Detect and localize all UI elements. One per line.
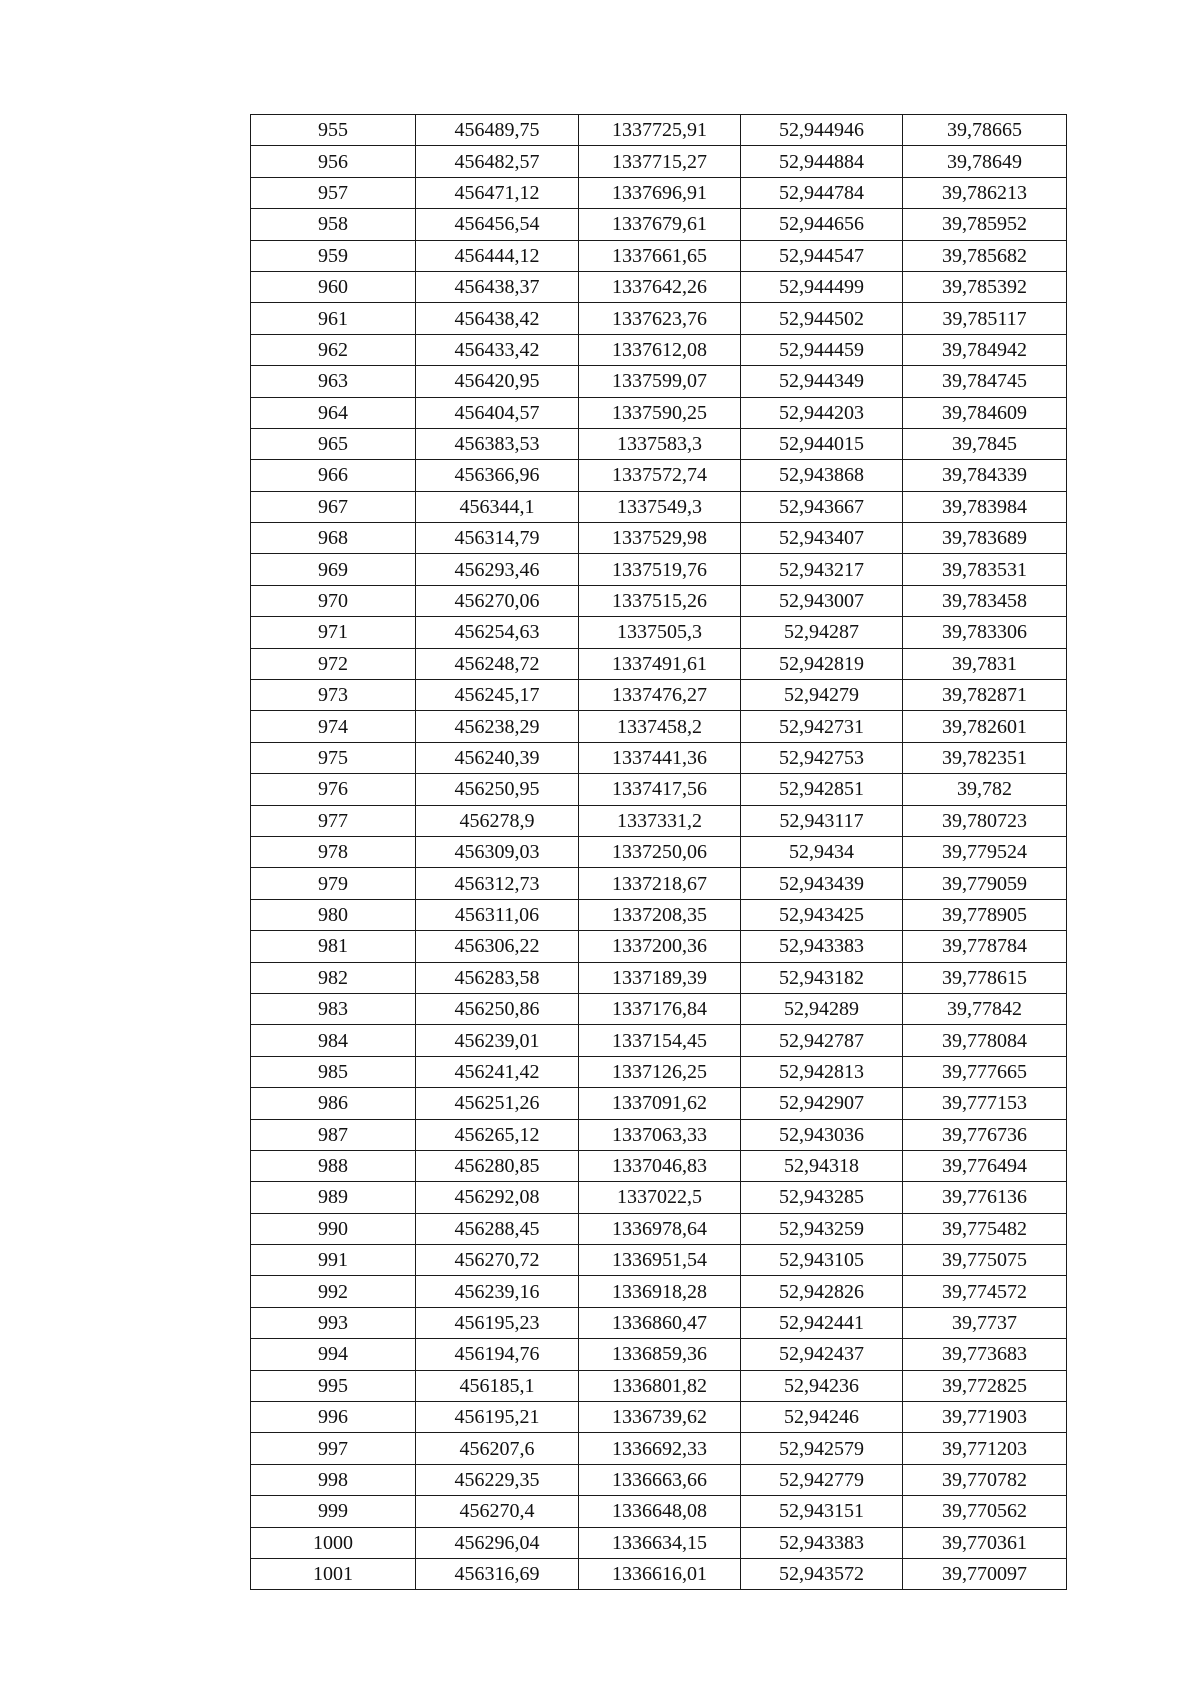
latitude-cell: 52,942819 bbox=[741, 648, 903, 679]
longitude-cell: 39,775075 bbox=[903, 1245, 1067, 1276]
longitude-cell: 39,770361 bbox=[903, 1527, 1067, 1558]
longitude-cell: 39,782871 bbox=[903, 680, 1067, 711]
table-row bbox=[251, 1182, 1067, 1213]
y-coordinate-cell: 1337529,98 bbox=[579, 523, 741, 554]
latitude-cell: 52,942441 bbox=[741, 1307, 903, 1338]
longitude-cell: 39,777153 bbox=[903, 1088, 1067, 1119]
longitude-cell: 39,783689 bbox=[903, 523, 1067, 554]
x-coordinate-cell: 456254,63 bbox=[416, 617, 579, 648]
y-coordinate-cell: 1337515,26 bbox=[579, 585, 741, 616]
latitude-cell: 52,94279 bbox=[741, 680, 903, 711]
point-number-cell: 991 bbox=[251, 1245, 416, 1276]
y-coordinate-cell: 1336663,66 bbox=[579, 1464, 741, 1495]
table-row bbox=[251, 1370, 1067, 1401]
longitude-cell: 39,7831 bbox=[903, 648, 1067, 679]
y-coordinate-cell: 1337696,91 bbox=[579, 177, 741, 208]
point-number-cell: 969 bbox=[251, 554, 416, 585]
y-coordinate-cell: 1337200,36 bbox=[579, 931, 741, 962]
longitude-cell: 39,772825 bbox=[903, 1370, 1067, 1401]
table-row bbox=[251, 366, 1067, 397]
table-row bbox=[251, 209, 1067, 240]
y-coordinate-cell: 1337250,06 bbox=[579, 836, 741, 867]
table-row bbox=[251, 177, 1067, 208]
y-coordinate-cell: 1337572,74 bbox=[579, 460, 741, 491]
table-row bbox=[251, 1402, 1067, 1433]
y-coordinate-cell: 1337176,84 bbox=[579, 993, 741, 1024]
table-row bbox=[251, 303, 1067, 334]
x-coordinate-cell: 456270,06 bbox=[416, 585, 579, 616]
point-number-cell: 1000 bbox=[251, 1527, 416, 1558]
table-row bbox=[251, 680, 1067, 711]
y-coordinate-cell: 1337590,25 bbox=[579, 397, 741, 428]
x-coordinate-cell: 456280,85 bbox=[416, 1150, 579, 1181]
latitude-cell: 52,943105 bbox=[741, 1245, 903, 1276]
y-coordinate-cell: 1336918,28 bbox=[579, 1276, 741, 1307]
point-number-cell: 984 bbox=[251, 1025, 416, 1056]
longitude-cell: 39,783458 bbox=[903, 585, 1067, 616]
point-number-cell: 967 bbox=[251, 491, 416, 522]
longitude-cell: 39,77842 bbox=[903, 993, 1067, 1024]
longitude-cell: 39,773683 bbox=[903, 1339, 1067, 1370]
x-coordinate-cell: 456194,76 bbox=[416, 1339, 579, 1370]
point-number-cell: 956 bbox=[251, 146, 416, 177]
x-coordinate-cell: 456444,12 bbox=[416, 240, 579, 271]
longitude-cell: 39,783984 bbox=[903, 491, 1067, 522]
latitude-cell: 52,944884 bbox=[741, 146, 903, 177]
latitude-cell: 52,943217 bbox=[741, 554, 903, 585]
x-coordinate-cell: 456207,6 bbox=[416, 1433, 579, 1464]
table-row bbox=[251, 711, 1067, 742]
point-number-cell: 986 bbox=[251, 1088, 416, 1119]
latitude-cell: 52,943182 bbox=[741, 962, 903, 993]
y-coordinate-cell: 1337063,33 bbox=[579, 1119, 741, 1150]
table-row bbox=[251, 1339, 1067, 1370]
table-row bbox=[251, 523, 1067, 554]
point-number-cell: 980 bbox=[251, 899, 416, 930]
point-number-cell: 997 bbox=[251, 1433, 416, 1464]
longitude-cell: 39,778084 bbox=[903, 1025, 1067, 1056]
y-coordinate-cell: 1337612,08 bbox=[579, 334, 741, 365]
y-coordinate-cell: 1337331,2 bbox=[579, 805, 741, 836]
table-row bbox=[251, 1245, 1067, 1276]
point-number-cell: 963 bbox=[251, 366, 416, 397]
longitude-cell: 39,778905 bbox=[903, 899, 1067, 930]
x-coordinate-cell: 456438,37 bbox=[416, 271, 579, 302]
point-number-cell: 994 bbox=[251, 1339, 416, 1370]
point-number-cell: 957 bbox=[251, 177, 416, 208]
x-coordinate-cell: 456404,57 bbox=[416, 397, 579, 428]
longitude-cell: 39,783306 bbox=[903, 617, 1067, 648]
latitude-cell: 52,943407 bbox=[741, 523, 903, 554]
point-number-cell: 990 bbox=[251, 1213, 416, 1244]
point-number-cell: 983 bbox=[251, 993, 416, 1024]
coordinates-table-body bbox=[251, 115, 1067, 1590]
x-coordinate-cell: 456456,54 bbox=[416, 209, 579, 240]
latitude-cell: 52,942787 bbox=[741, 1025, 903, 1056]
y-coordinate-cell: 1337417,56 bbox=[579, 774, 741, 805]
longitude-cell: 39,783531 bbox=[903, 554, 1067, 585]
latitude-cell: 52,942579 bbox=[741, 1433, 903, 1464]
table-row bbox=[251, 805, 1067, 836]
longitude-cell: 39,778784 bbox=[903, 931, 1067, 962]
latitude-cell: 52,94246 bbox=[741, 1402, 903, 1433]
longitude-cell: 39,771903 bbox=[903, 1402, 1067, 1433]
x-coordinate-cell: 456288,45 bbox=[416, 1213, 579, 1244]
latitude-cell: 52,942907 bbox=[741, 1088, 903, 1119]
x-coordinate-cell: 456292,08 bbox=[416, 1182, 579, 1213]
x-coordinate-cell: 456482,57 bbox=[416, 146, 579, 177]
x-coordinate-cell: 456245,17 bbox=[416, 680, 579, 711]
y-coordinate-cell: 1336692,33 bbox=[579, 1433, 741, 1464]
longitude-cell: 39,771203 bbox=[903, 1433, 1067, 1464]
x-coordinate-cell: 456229,35 bbox=[416, 1464, 579, 1495]
longitude-cell: 39,782 bbox=[903, 774, 1067, 805]
point-number-cell: 960 bbox=[251, 271, 416, 302]
y-coordinate-cell: 1337679,61 bbox=[579, 209, 741, 240]
table-row bbox=[251, 962, 1067, 993]
longitude-cell: 39,777665 bbox=[903, 1056, 1067, 1087]
y-coordinate-cell: 1337022,5 bbox=[579, 1182, 741, 1213]
y-coordinate-cell: 1336739,62 bbox=[579, 1402, 741, 1433]
x-coordinate-cell: 456383,53 bbox=[416, 428, 579, 459]
latitude-cell: 52,943667 bbox=[741, 491, 903, 522]
x-coordinate-cell: 456270,72 bbox=[416, 1245, 579, 1276]
longitude-cell: 39,78665 bbox=[903, 115, 1067, 146]
table-row bbox=[251, 146, 1067, 177]
y-coordinate-cell: 1337126,25 bbox=[579, 1056, 741, 1087]
table-row bbox=[251, 617, 1067, 648]
y-coordinate-cell: 1337599,07 bbox=[579, 366, 741, 397]
table-row bbox=[251, 1433, 1067, 1464]
x-coordinate-cell: 456185,1 bbox=[416, 1370, 579, 1401]
x-coordinate-cell: 456240,39 bbox=[416, 742, 579, 773]
longitude-cell: 39,770782 bbox=[903, 1464, 1067, 1495]
table-row bbox=[251, 334, 1067, 365]
longitude-cell: 39,7737 bbox=[903, 1307, 1067, 1338]
table-row bbox=[251, 1307, 1067, 1338]
point-number-cell: 979 bbox=[251, 868, 416, 899]
y-coordinate-cell: 1337218,67 bbox=[579, 868, 741, 899]
point-number-cell: 974 bbox=[251, 711, 416, 742]
y-coordinate-cell: 1337583,3 bbox=[579, 428, 741, 459]
y-coordinate-cell: 1336634,15 bbox=[579, 1527, 741, 1558]
x-coordinate-cell: 456433,42 bbox=[416, 334, 579, 365]
x-coordinate-cell: 456438,42 bbox=[416, 303, 579, 334]
longitude-cell: 39,785117 bbox=[903, 303, 1067, 334]
longitude-cell: 39,784339 bbox=[903, 460, 1067, 491]
table-row bbox=[251, 115, 1067, 146]
table-row bbox=[251, 1558, 1067, 1589]
point-number-cell: 976 bbox=[251, 774, 416, 805]
latitude-cell: 52,944502 bbox=[741, 303, 903, 334]
latitude-cell: 52,943383 bbox=[741, 1527, 903, 1558]
x-coordinate-cell: 456283,58 bbox=[416, 962, 579, 993]
x-coordinate-cell: 456314,79 bbox=[416, 523, 579, 554]
y-coordinate-cell: 1337046,83 bbox=[579, 1150, 741, 1181]
y-coordinate-cell: 1337441,36 bbox=[579, 742, 741, 773]
table-row bbox=[251, 1088, 1067, 1119]
table-row bbox=[251, 1527, 1067, 1558]
table-row bbox=[251, 491, 1067, 522]
latitude-cell: 52,94287 bbox=[741, 617, 903, 648]
point-number-cell: 978 bbox=[251, 836, 416, 867]
x-coordinate-cell: 456311,06 bbox=[416, 899, 579, 930]
table-row bbox=[251, 1056, 1067, 1087]
latitude-cell: 52,942753 bbox=[741, 742, 903, 773]
longitude-cell: 39,784942 bbox=[903, 334, 1067, 365]
table-row bbox=[251, 1150, 1067, 1181]
latitude-cell: 52,943383 bbox=[741, 931, 903, 962]
longitude-cell: 39,782601 bbox=[903, 711, 1067, 742]
latitude-cell: 52,943117 bbox=[741, 805, 903, 836]
y-coordinate-cell: 1337091,62 bbox=[579, 1088, 741, 1119]
point-number-cell: 977 bbox=[251, 805, 416, 836]
y-coordinate-cell: 1337189,39 bbox=[579, 962, 741, 993]
point-number-cell: 966 bbox=[251, 460, 416, 491]
table-row bbox=[251, 836, 1067, 867]
longitude-cell: 39,785392 bbox=[903, 271, 1067, 302]
point-number-cell: 964 bbox=[251, 397, 416, 428]
longitude-cell: 39,779059 bbox=[903, 868, 1067, 899]
y-coordinate-cell: 1337505,3 bbox=[579, 617, 741, 648]
longitude-cell: 39,770562 bbox=[903, 1496, 1067, 1527]
longitude-cell: 39,776494 bbox=[903, 1150, 1067, 1181]
x-coordinate-cell: 456239,01 bbox=[416, 1025, 579, 1056]
x-coordinate-cell: 456293,46 bbox=[416, 554, 579, 585]
table-row bbox=[251, 993, 1067, 1024]
table-row bbox=[251, 585, 1067, 616]
table-row bbox=[251, 1464, 1067, 1495]
x-coordinate-cell: 456489,75 bbox=[416, 115, 579, 146]
longitude-cell: 39,784609 bbox=[903, 397, 1067, 428]
point-number-cell: 985 bbox=[251, 1056, 416, 1087]
x-coordinate-cell: 456471,12 bbox=[416, 177, 579, 208]
latitude-cell: 52,943007 bbox=[741, 585, 903, 616]
y-coordinate-cell: 1337519,76 bbox=[579, 554, 741, 585]
x-coordinate-cell: 456238,29 bbox=[416, 711, 579, 742]
y-coordinate-cell: 1336801,82 bbox=[579, 1370, 741, 1401]
y-coordinate-cell: 1337208,35 bbox=[579, 899, 741, 930]
latitude-cell: 52,943151 bbox=[741, 1496, 903, 1527]
table-row bbox=[251, 868, 1067, 899]
y-coordinate-cell: 1337623,76 bbox=[579, 303, 741, 334]
x-coordinate-cell: 456250,86 bbox=[416, 993, 579, 1024]
latitude-cell: 52,942813 bbox=[741, 1056, 903, 1087]
point-number-cell: 971 bbox=[251, 617, 416, 648]
point-number-cell: 968 bbox=[251, 523, 416, 554]
latitude-cell: 52,94318 bbox=[741, 1150, 903, 1181]
point-number-cell: 993 bbox=[251, 1307, 416, 1338]
latitude-cell: 52,942437 bbox=[741, 1339, 903, 1370]
latitude-cell: 52,944459 bbox=[741, 334, 903, 365]
point-number-cell: 992 bbox=[251, 1276, 416, 1307]
table-row bbox=[251, 1213, 1067, 1244]
x-coordinate-cell: 456278,9 bbox=[416, 805, 579, 836]
latitude-cell: 52,944946 bbox=[741, 115, 903, 146]
point-number-cell: 970 bbox=[251, 585, 416, 616]
longitude-cell: 39,776136 bbox=[903, 1182, 1067, 1213]
longitude-cell: 39,778615 bbox=[903, 962, 1067, 993]
y-coordinate-cell: 1337549,3 bbox=[579, 491, 741, 522]
y-coordinate-cell: 1336859,36 bbox=[579, 1339, 741, 1370]
coordinates-table bbox=[250, 114, 1067, 1590]
table-row bbox=[251, 742, 1067, 773]
latitude-cell: 52,944499 bbox=[741, 271, 903, 302]
x-coordinate-cell: 456195,21 bbox=[416, 1402, 579, 1433]
latitude-cell: 52,943036 bbox=[741, 1119, 903, 1150]
table-row bbox=[251, 1119, 1067, 1150]
table-row bbox=[251, 931, 1067, 962]
longitude-cell: 39,785952 bbox=[903, 209, 1067, 240]
x-coordinate-cell: 456250,95 bbox=[416, 774, 579, 805]
x-coordinate-cell: 456296,04 bbox=[416, 1527, 579, 1558]
y-coordinate-cell: 1336951,54 bbox=[579, 1245, 741, 1276]
point-number-cell: 959 bbox=[251, 240, 416, 271]
y-coordinate-cell: 1337154,45 bbox=[579, 1025, 741, 1056]
table-row bbox=[251, 271, 1067, 302]
table-row bbox=[251, 1025, 1067, 1056]
latitude-cell: 52,943439 bbox=[741, 868, 903, 899]
table-row bbox=[251, 1276, 1067, 1307]
longitude-cell: 39,776736 bbox=[903, 1119, 1067, 1150]
point-number-cell: 975 bbox=[251, 742, 416, 773]
latitude-cell: 52,944349 bbox=[741, 366, 903, 397]
latitude-cell: 52,943425 bbox=[741, 899, 903, 930]
longitude-cell: 39,786213 bbox=[903, 177, 1067, 208]
latitude-cell: 52,94289 bbox=[741, 993, 903, 1024]
point-number-cell: 965 bbox=[251, 428, 416, 459]
point-number-cell: 989 bbox=[251, 1182, 416, 1213]
y-coordinate-cell: 1337725,91 bbox=[579, 115, 741, 146]
latitude-cell: 52,943572 bbox=[741, 1558, 903, 1589]
x-coordinate-cell: 456316,69 bbox=[416, 1558, 579, 1589]
x-coordinate-cell: 456270,4 bbox=[416, 1496, 579, 1527]
point-number-cell: 995 bbox=[251, 1370, 416, 1401]
table-row bbox=[251, 1496, 1067, 1527]
point-number-cell: 988 bbox=[251, 1150, 416, 1181]
point-number-cell: 999 bbox=[251, 1496, 416, 1527]
x-coordinate-cell: 456420,95 bbox=[416, 366, 579, 397]
longitude-cell: 39,78649 bbox=[903, 146, 1067, 177]
latitude-cell: 52,94236 bbox=[741, 1370, 903, 1401]
y-coordinate-cell: 1336860,47 bbox=[579, 1307, 741, 1338]
latitude-cell: 52,942731 bbox=[741, 711, 903, 742]
table-row bbox=[251, 648, 1067, 679]
table-row bbox=[251, 240, 1067, 271]
x-coordinate-cell: 456239,16 bbox=[416, 1276, 579, 1307]
longitude-cell: 39,780723 bbox=[903, 805, 1067, 836]
latitude-cell: 52,9434 bbox=[741, 836, 903, 867]
y-coordinate-cell: 1336616,01 bbox=[579, 1558, 741, 1589]
point-number-cell: 955 bbox=[251, 115, 416, 146]
table-row bbox=[251, 554, 1067, 585]
point-number-cell: 961 bbox=[251, 303, 416, 334]
point-number-cell: 981 bbox=[251, 931, 416, 962]
x-coordinate-cell: 456265,12 bbox=[416, 1119, 579, 1150]
y-coordinate-cell: 1337642,26 bbox=[579, 271, 741, 302]
latitude-cell: 52,942826 bbox=[741, 1276, 903, 1307]
longitude-cell: 39,775482 bbox=[903, 1213, 1067, 1244]
latitude-cell: 52,943868 bbox=[741, 460, 903, 491]
y-coordinate-cell: 1337476,27 bbox=[579, 680, 741, 711]
table-row bbox=[251, 774, 1067, 805]
latitude-cell: 52,944015 bbox=[741, 428, 903, 459]
y-coordinate-cell: 1336978,64 bbox=[579, 1213, 741, 1244]
latitude-cell: 52,944784 bbox=[741, 177, 903, 208]
point-number-cell: 982 bbox=[251, 962, 416, 993]
point-number-cell: 972 bbox=[251, 648, 416, 679]
point-number-cell: 996 bbox=[251, 1402, 416, 1433]
longitude-cell: 39,7845 bbox=[903, 428, 1067, 459]
x-coordinate-cell: 456309,03 bbox=[416, 836, 579, 867]
latitude-cell: 52,942779 bbox=[741, 1464, 903, 1495]
table-row bbox=[251, 397, 1067, 428]
latitude-cell: 52,943285 bbox=[741, 1182, 903, 1213]
y-coordinate-cell: 1336648,08 bbox=[579, 1496, 741, 1527]
point-number-cell: 998 bbox=[251, 1464, 416, 1495]
x-coordinate-cell: 456241,42 bbox=[416, 1056, 579, 1087]
y-coordinate-cell: 1337458,2 bbox=[579, 711, 741, 742]
point-number-cell: 958 bbox=[251, 209, 416, 240]
x-coordinate-cell: 456344,1 bbox=[416, 491, 579, 522]
x-coordinate-cell: 456312,73 bbox=[416, 868, 579, 899]
x-coordinate-cell: 456366,96 bbox=[416, 460, 579, 491]
point-number-cell: 973 bbox=[251, 680, 416, 711]
latitude-cell: 52,943259 bbox=[741, 1213, 903, 1244]
longitude-cell: 39,770097 bbox=[903, 1558, 1067, 1589]
table-row bbox=[251, 899, 1067, 930]
y-coordinate-cell: 1337491,61 bbox=[579, 648, 741, 679]
point-number-cell: 1001 bbox=[251, 1558, 416, 1589]
x-coordinate-cell: 456251,26 bbox=[416, 1088, 579, 1119]
y-coordinate-cell: 1337661,65 bbox=[579, 240, 741, 271]
longitude-cell: 39,779524 bbox=[903, 836, 1067, 867]
latitude-cell: 52,944203 bbox=[741, 397, 903, 428]
point-number-cell: 962 bbox=[251, 334, 416, 365]
table-row bbox=[251, 428, 1067, 459]
table-row bbox=[251, 460, 1067, 491]
y-coordinate-cell: 1337715,27 bbox=[579, 146, 741, 177]
latitude-cell: 52,942851 bbox=[741, 774, 903, 805]
x-coordinate-cell: 456306,22 bbox=[416, 931, 579, 962]
longitude-cell: 39,782351 bbox=[903, 742, 1067, 773]
longitude-cell: 39,785682 bbox=[903, 240, 1067, 271]
x-coordinate-cell: 456195,23 bbox=[416, 1307, 579, 1338]
longitude-cell: 39,774572 bbox=[903, 1276, 1067, 1307]
latitude-cell: 52,944547 bbox=[741, 240, 903, 271]
latitude-cell: 52,944656 bbox=[741, 209, 903, 240]
longitude-cell: 39,784745 bbox=[903, 366, 1067, 397]
point-number-cell: 987 bbox=[251, 1119, 416, 1150]
x-coordinate-cell: 456248,72 bbox=[416, 648, 579, 679]
